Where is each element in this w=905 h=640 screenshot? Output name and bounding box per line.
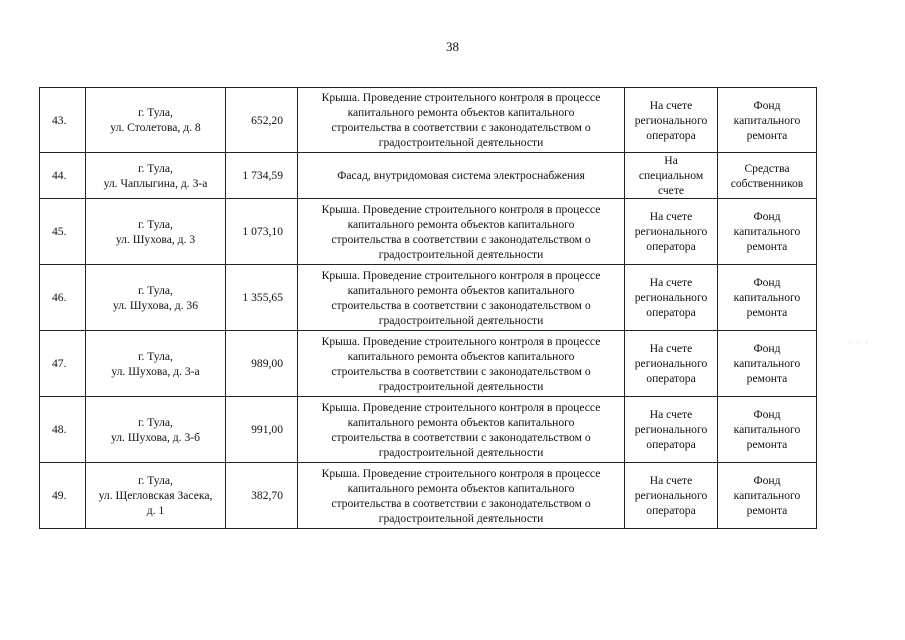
account-type-line: специальном	[638, 169, 704, 182]
work-description-line: Крыша. Проведение строительного контроля в процессе	[321, 91, 601, 104]
funding-source-cell	[718, 331, 817, 397]
funding-source-line: ремонта	[746, 240, 788, 253]
work-description-line: строительства в соответствии с законодательством о	[331, 364, 591, 378]
account-type-cell	[625, 88, 718, 153]
address-line: г. Тула,	[138, 106, 173, 119]
table-row	[40, 397, 817, 463]
account-type-line: регионального	[634, 489, 708, 502]
funding-source-line: Фонд	[753, 342, 781, 355]
address-line: ул. Шухова, д. 3	[115, 232, 196, 246]
funding-source-line: капитального	[733, 489, 801, 502]
work-description-cell	[298, 463, 625, 529]
account-type-line: На	[664, 154, 678, 167]
row-number-cell: 49.	[40, 463, 86, 529]
work-description-line: капитального ремонта объектов капитального	[347, 481, 575, 495]
address-cell	[86, 397, 226, 463]
row-number-cell: 45.	[40, 199, 86, 265]
table-row	[40, 265, 817, 331]
work-description-line: градостроительной деятельности	[378, 247, 544, 261]
account-type-line: На счете	[649, 98, 693, 112]
account-type-line: оператора	[646, 306, 696, 319]
address-line: г. Тула,	[138, 349, 173, 363]
work-description-line: градостроительной деятельности	[378, 136, 544, 149]
funding-source-line: капитального	[733, 113, 801, 127]
table-row	[40, 199, 817, 265]
account-type-cell	[625, 199, 718, 265]
account-type-line: оператора	[646, 128, 696, 142]
address-cell	[86, 88, 226, 153]
funding-source-line: собственников	[730, 176, 804, 190]
address-line: д. 1	[146, 504, 165, 517]
funding-source-line: капитального	[733, 357, 801, 370]
work-description-line: Крыша. Проведение строительного контроля в процессе	[321, 334, 601, 348]
account-type-cell	[625, 463, 718, 529]
scan-margin-marks: · · ·	[848, 338, 870, 347]
work-description-line: капитального ремонта объектов капитального	[347, 106, 575, 119]
account-type-line: оператора	[646, 372, 696, 385]
funding-source-cell	[718, 265, 817, 331]
row-number-cell: 43.	[40, 88, 86, 153]
row-number-cell: 44.	[40, 153, 86, 199]
funding-source-cell	[718, 463, 817, 529]
address-line: ул. Шухова, д. 3-б	[110, 430, 201, 444]
funding-source-line: Фонд	[753, 98, 781, 112]
funding-source-line: ремонта	[746, 128, 788, 142]
work-description-line: градостроительной деятельности	[378, 379, 544, 393]
funding-source-line: капитального	[733, 291, 801, 304]
table-body	[40, 88, 817, 529]
cost-cell: 989,00	[226, 331, 298, 397]
work-description-cell	[298, 88, 625, 153]
funding-source-line: Фонд	[753, 474, 781, 487]
address-line: г. Тула,	[138, 283, 173, 297]
work-description-line: Крыша. Проведение строительного контроля в процессе	[321, 202, 601, 216]
work-description-line: градостроительной деятельности	[378, 445, 544, 459]
work-description-line: Крыша. Проведение строительного контроля в процессе	[321, 466, 601, 480]
work-description-cell	[298, 153, 625, 199]
repair-works-table	[39, 87, 817, 529]
account-type-line: счете	[657, 184, 685, 197]
work-description-line: капитального ремонта объектов капитального	[347, 415, 575, 429]
address-line: ул. Столетова, д. 8	[110, 121, 201, 134]
funding-source-cell	[718, 397, 817, 463]
funding-source-cell	[718, 199, 817, 265]
address-cell	[86, 463, 226, 529]
address-line: г. Тула,	[138, 217, 173, 231]
work-description-cell	[298, 331, 625, 397]
cost-cell: 1 073,10	[226, 199, 298, 265]
work-description-line: капитального ремонта объектов капитального	[347, 349, 575, 363]
work-description-line: градостроительной деятельности	[378, 313, 544, 327]
cost-cell: 1 734,59	[226, 153, 298, 199]
table-row	[40, 88, 817, 153]
work-description-cell	[298, 397, 625, 463]
table-row	[40, 331, 817, 397]
address-cell	[86, 199, 226, 265]
work-description-line: строительства в соответствии с законодательством о	[331, 496, 591, 510]
row-number-cell: 47.	[40, 331, 86, 397]
funding-source-line: капитального	[733, 423, 801, 436]
address-line: г. Тула,	[138, 415, 173, 429]
funding-source-line: ремонта	[746, 306, 788, 319]
address-line: ул. Щегловская Засека,	[98, 489, 213, 502]
work-description-line: градостроительной деятельности	[378, 511, 544, 525]
funding-source-line: Средства	[744, 161, 790, 175]
funding-source-line: Фонд	[753, 276, 781, 289]
account-type-line: регионального	[634, 291, 708, 304]
work-description-line: Фасад, внутридомовая система электроснабжения	[337, 169, 585, 182]
work-description-line: строительства в соответствии с законодательством о	[331, 430, 591, 444]
work-description-line: Крыша. Проведение строительного контроля в процессе	[321, 400, 601, 414]
funding-source-line: капитального	[733, 225, 801, 238]
address-cell	[86, 331, 226, 397]
row-number-cell: 48.	[40, 397, 86, 463]
work-description-cell	[298, 265, 625, 331]
work-description-cell	[298, 199, 625, 265]
account-type-cell	[625, 265, 718, 331]
funding-source-line: ремонта	[746, 372, 788, 385]
account-type-line: регионального	[634, 423, 708, 436]
page-number: 38	[446, 39, 459, 54]
work-description-line: строительства в соответствии с законодательством о	[331, 298, 591, 312]
funding-source-line: ремонта	[746, 438, 788, 451]
account-type-cell	[625, 397, 718, 463]
cost-cell: 382,70	[226, 463, 298, 529]
account-type-line: На счете	[649, 408, 693, 421]
account-type-line: На счете	[649, 210, 693, 223]
account-type-cell	[625, 331, 718, 397]
cost-cell: 1 355,65	[226, 265, 298, 331]
work-description-line: строительства в соответствии с законодательством о	[331, 232, 591, 246]
cost-cell: 991,00	[226, 397, 298, 463]
table-row	[40, 153, 817, 199]
table-row	[40, 463, 817, 529]
account-type-cell	[625, 153, 718, 199]
account-type-line: На счете	[649, 474, 693, 487]
funding-source-cell	[718, 88, 817, 153]
funding-source-line: ремонта	[746, 504, 788, 517]
account-type-line: оператора	[646, 504, 696, 517]
account-type-line: оператора	[646, 240, 696, 253]
work-description-line: капитального ремонта объектов капитального	[347, 283, 575, 297]
work-description-line: Крыша. Проведение строительного контроля в процессе	[321, 268, 601, 282]
funding-source-cell	[718, 153, 817, 199]
account-type-line: оператора	[646, 438, 696, 451]
address-line: ул. Шухова, д. 36	[112, 298, 199, 312]
address-cell	[86, 265, 226, 331]
address-line: ул. Чаплыгина, д. 3-а	[103, 176, 208, 190]
funding-source-line: Фонд	[753, 408, 781, 421]
address-cell	[86, 153, 226, 199]
address-line: г. Тула,	[138, 161, 173, 175]
row-number-cell: 46.	[40, 265, 86, 331]
account-type-line: На счете	[649, 342, 693, 355]
account-type-line: регионального	[634, 225, 708, 238]
cost-cell: 652,20	[226, 88, 298, 153]
account-type-line: регионального	[634, 113, 708, 127]
address-line: г. Тула,	[138, 474, 173, 487]
work-description-line: строительства в соответствии с законодательством о	[331, 121, 591, 134]
work-description-line: капитального ремонта объектов капитального	[347, 217, 575, 231]
account-type-line: регионального	[634, 357, 708, 370]
account-type-line: На счете	[649, 276, 693, 289]
address-line: ул. Шухова, д. 3-а	[111, 364, 200, 378]
funding-source-line: Фонд	[753, 210, 781, 223]
